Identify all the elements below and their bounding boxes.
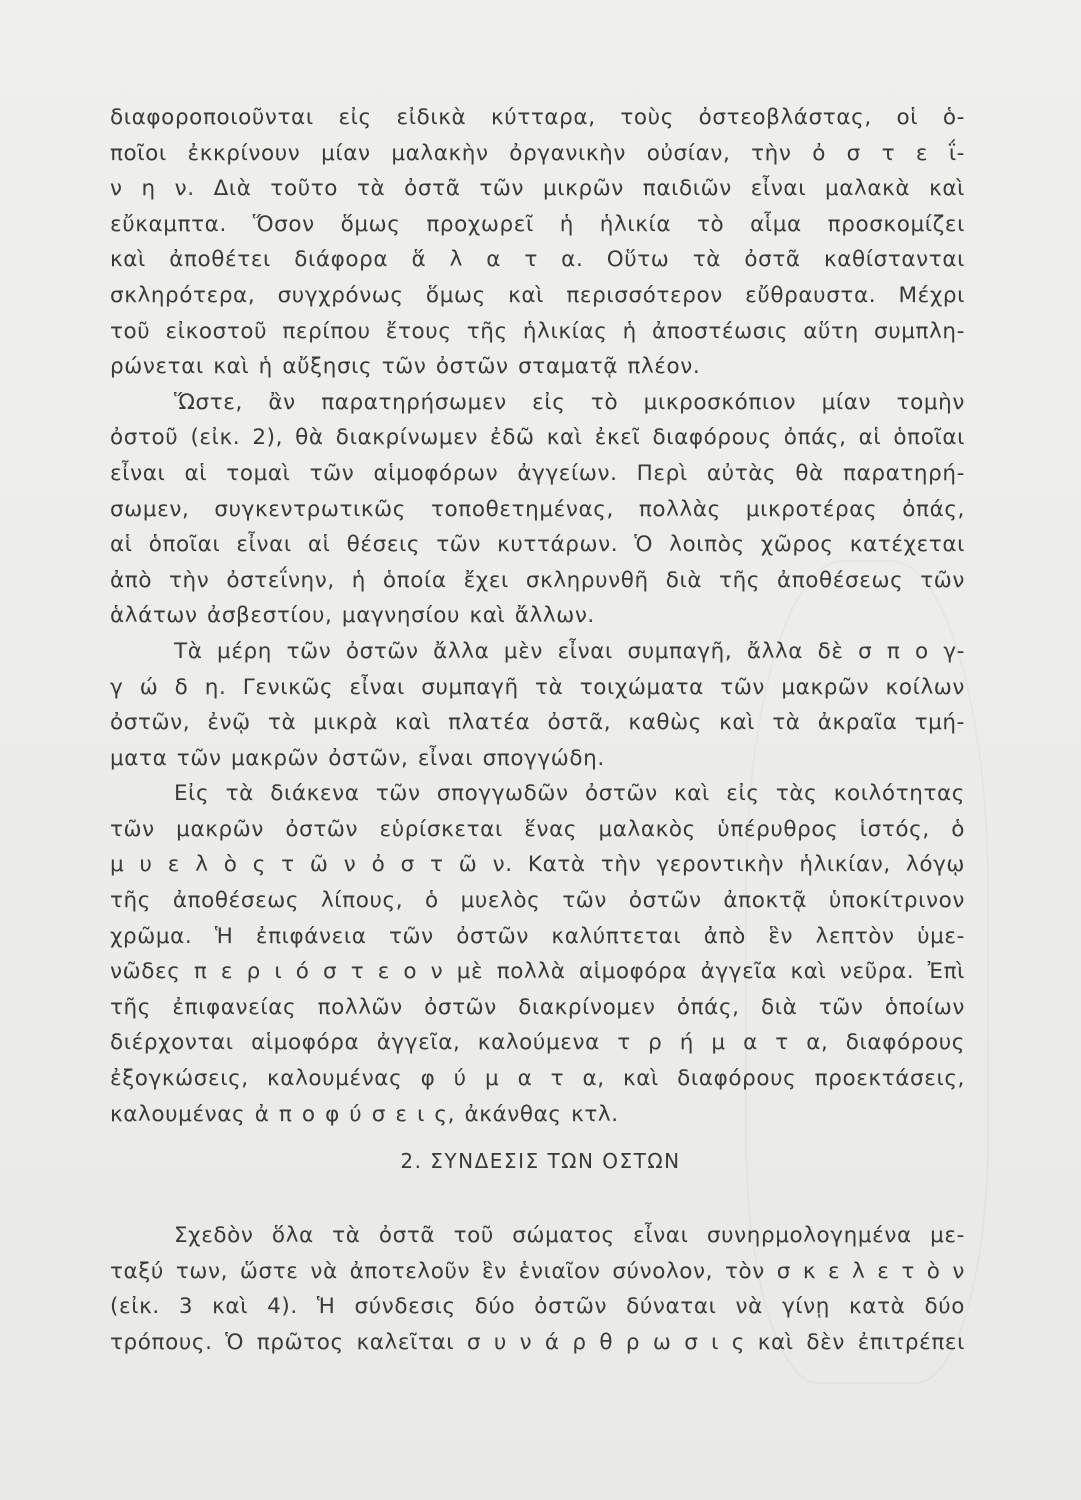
- text-line: τῆς ἐπιφανείας πολλῶν ὀστῶν διακρίνομεν ὀπάς, διὰ τῶν ὁποίων: [110, 994, 965, 1020]
- section-heading: 2. ΣΥΝΔΕΣΙΣ ΤΩΝ ΟΣΤΩΝ: [400, 1149, 681, 1173]
- body-text-top: [110, 100, 965, 1132]
- text-line: ταξύ των, ὥστε νὰ ἀποτελοῦν ἓν ἑνιαῖον σύνολον, τὸν σ κ ε λ ε τ ὸ ν: [110, 1258, 965, 1284]
- text-line: νῶδες π ε ρ ι ό σ τ ε ο ν μὲ πολλὰ αἱμοφόρα ἀγγεῖα καὶ νεῦρα. Ἐπὶ: [110, 959, 965, 985]
- text-line: τῶν μακρῶν ὀστῶν εὑρίσκεται ἕνας μαλακὸς ὑπέρυθρος ἱστός, ὁ: [110, 816, 965, 842]
- text-line: ἐξογκώσεις, καλουμένας φ ύ μ α τ α, καὶ διαφόρους προεκτάσεις,: [110, 1066, 965, 1092]
- text-line: σκληρότερα, συγχρόνως ὅμως καὶ περισσότερον εὔθραυστα. Μέχρι: [110, 282, 965, 308]
- text-line: ὀστοῦ (εἰκ. 2), θὰ διακρίνωμεν ἐδῶ καὶ ἐκεῖ διαφόρους ὀπάς, αἱ ὁποῖαι: [110, 425, 965, 451]
- text-line: ὀστῶν, ἐνῷ τὰ μικρὰ καὶ πλατέα ὀστᾶ, καθὼς καὶ τὰ ἀκραῖα τμή-: [110, 710, 965, 736]
- text-line: ρώνεται καὶ ἡ αὔξησις τῶν ὀστῶν σταματᾷ πλέον.: [110, 354, 701, 380]
- text-line: σωμεν, συγκεντρωτικῶς τοποθετημένας, πολλὰς μικροτέρας ὀπάς,: [110, 496, 965, 522]
- text-line: εὔκαμπτα. Ὅσον ὅμως προχωρεῖ ἡ ἡλικία τὸ αἷμα προσκομίζει: [110, 211, 965, 237]
- text-line: Ὥστε, ἂν παρατηρήσωμεν εἰς τὸ μικροσκόπιον μίαν τομὴν: [174, 389, 965, 415]
- text-line: τρόπους. Ὁ πρῶτος καλεῖται σ υ ν ά ρ θ ρ ω σ ι ς καὶ δὲν ἐπιτρέπει: [110, 1329, 965, 1355]
- text-line: μ υ ε λ ὸ ς τ ῶ ν ὀ σ τ ῶ ν. Κατὰ τὴν γεροντικὴν ἡλικίαν, λόγῳ: [110, 852, 965, 878]
- text-line: διέρχονται αἱμοφόρα ἀγγεῖα, καλούμενα τ ρ ή μ α τ α, διαφόρους: [110, 1030, 965, 1056]
- text-line: ἁλάτων ἀσβεστίου, μαγνησίου καὶ ἄλλων.: [110, 603, 595, 629]
- text-line: ποῖοι ἐκκρίνουν μίαν μαλακὴν ὀργανικὴν οὐσίαν, τὴν ὀ σ τ ε ΐ-: [110, 140, 965, 166]
- text-line: ἀπὸ τὴν ὀστεΐνην, ἡ ὁποία ἔχει σκληρυνθῆ διὰ τῆς ἀποθέσεως τῶν: [110, 567, 965, 593]
- text-line: ματα τῶν μακρῶν ὀστῶν, εἶναι σπογγώδη.: [110, 745, 605, 771]
- text-line: Σχεδὸν ὅλα τὰ ὀστᾶ τοῦ σώματος εἶναι συνηρμολογημένα με-: [174, 1223, 965, 1248]
- text-line: ν η ν. Διὰ τοῦτο τὰ ὀστᾶ τῶν μικρῶν παιδιῶν εἶναι μαλακὰ καὶ: [110, 176, 965, 202]
- text-line: καὶ ἀποθέτει διάφορα ἅ λ α τ α. Οὕτω τὰ ὀστᾶ καθίστανται: [110, 247, 965, 273]
- text-line: διαφοροποιοῦνται εἰς εἰδικὰ κύτταρα, τοὺς ὀστεοβλάστας, οἱ ὁ-: [110, 105, 965, 130]
- text-line: χρῶμα. Ἡ ἐπιφάνεια τῶν ὀστῶν καλύπτεται ἀπὸ ἓν λεπτὸν ὑμε-: [110, 923, 965, 949]
- text-line: Εἰς τὰ διάκενα τῶν σπογγωδῶν ὀστῶν καὶ εἰς τὰς κοιλότητας: [174, 781, 965, 807]
- text-line: Τὰ μέρη τῶν ὀστῶν ἄλλα μὲν εἶναι συμπαγῆ, ἄλλα δὲ σ π ο γ-: [174, 638, 965, 664]
- text-line: εἶναι αἱ τομαὶ τῶν αἱμοφόρων ἀγγείων. Περὶ αὐτὰς θὰ παρατηρή-: [110, 460, 965, 486]
- text-line: καλουμένας ἀ π ο φ ύ σ ε ι ς, ἀκάνθας κτλ.: [110, 1101, 619, 1127]
- text-line: τοῦ εἰκοστοῦ περίπου ἔτους τῆς ἡλικίας ἡ ἀποστέωσις αὕτη συμπλη-: [110, 318, 965, 344]
- body-text-bottom: [110, 1218, 965, 1360]
- text-line: αἱ ὁποῖαι εἶναι αἱ θέσεις τῶν κυττάρων. Ὁ λοιπὸς χῶρος κατέχεται: [110, 532, 965, 558]
- text-line: (εἰκ. 3 καὶ 4). Ἡ σύνδεσις δύο ὀστῶν δύναται νὰ γίνῃ κατὰ δύο: [110, 1294, 965, 1320]
- text-line: γ ώ δ η. Γενικῶς εἶναι συμπαγῆ τὰ τοιχώματα τῶν μακρῶν κοίλων: [110, 674, 965, 700]
- text-line: τῆς ἀποθέσεως λίπους, ὁ μυελὸς τῶν ὀστῶν ἀποκτᾷ ὑποκίτρινον: [110, 888, 965, 914]
